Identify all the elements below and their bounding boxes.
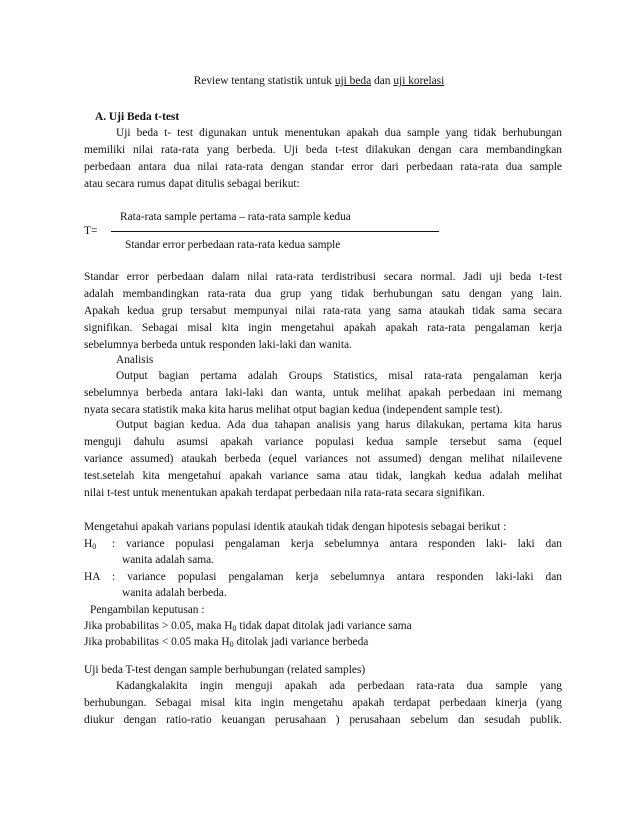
rule2-text-a: Jika probabilitas < 0.05 maka H	[84, 636, 230, 648]
para2-line-4: signifikan. Sebagai misal kita ingin mengetahui apakah apakah rata-rata pengalaman kerja	[84, 322, 562, 334]
para3-line-3: nyata secara statistik maka kita harus melihat otput bagian kedua (independent sample test).	[84, 404, 503, 416]
ha-line-1: : variance populasi pengalaman kerja sebelumnya antara responden laki-laki dan	[112, 571, 562, 583]
formula-lhs: T=	[84, 225, 98, 237]
para5-line-1: Kadangkalakita ingin menguji apakah ada perbedaan rata-rata dua sample yang	[116, 680, 562, 692]
para4-line-2: menguji dahulu asumsi apakah variance populasi kedua sample tersebut sama (equel	[84, 436, 562, 448]
title-uji-beda: uji beda	[334, 75, 372, 87]
para2-line-3: Apakah kedua grup tersabut mempunyai nilai rata-rata yang sama ataukah tidak sama secara	[84, 305, 562, 317]
rule1-text-a: Jika probabilitas > 0.05, maka H	[84, 620, 233, 632]
formula-denominator: Standar error perbedaan rata-rata kedua sample	[125, 239, 341, 251]
para4-line-4: test.setelah kita mengetahui apakah variance sama atau tidak, langkah kedua adalah melihat	[84, 470, 562, 482]
para4-line-1: Output bagian kedua. Ada dua tahapan analisis yang harus dilakukan, pertama kita harus	[116, 419, 562, 431]
h0-letter: H	[84, 538, 93, 550]
page-title	[0, 74, 638, 88]
para4-line-3: variance assumed) ataukah berbeda (equel variances not assumed) dengan melihat nilailevene	[84, 453, 562, 465]
analisis-label: Analisis	[116, 354, 154, 366]
fraction-bar	[111, 231, 439, 232]
para5-line-3: diukur dengan ratio-ratio keuangan perusahaan ) perusahaan sebelum dan sesudah publik.	[84, 714, 562, 726]
para5-line-2: berhubungan. Sebagai misal kita ingin mengetahu apakah terdapat perbedaan kinerja (yang	[84, 697, 562, 709]
h0-line-1: : variance populasi pengalaman kerja sebelumnya antara responden laki- laki dan	[112, 538, 562, 550]
decision-heading: Pengambilan keputusan :	[90, 604, 205, 616]
h0-line-2: wanita adalah sama.	[122, 554, 215, 566]
title-text-2: dan	[371, 75, 394, 87]
rule1-subscript: 0	[232, 624, 237, 633]
para2-line-1: Standar error perbedaan dalam nilai rata-rata terdistribusi secara normal. Jadi uji beda t-test	[84, 271, 562, 283]
h0-label	[84, 537, 96, 551]
para2-line-5: sebelumnya berbeda untuk responden laki-laki dan wanita.	[84, 339, 352, 351]
decision-rule-1	[84, 619, 412, 633]
hypothesis-intro: Mengetahui apakah varians populasi identik ataukah tidak dengan hipotesis sebagai berikut :	[84, 521, 507, 533]
para1-line-1: Uji beda t- test digunakan untuk menentukan apakah dua sample yang tidak berhubungan	[116, 127, 562, 139]
rule2-text-b: ditolak jadi variance berbeda	[233, 636, 369, 648]
rule2-subscript: 0	[229, 640, 234, 649]
rule1-text-b: tidak dapat ditolak jadi variance sama	[236, 620, 412, 632]
decision-rule-2	[84, 635, 368, 649]
related-samples-heading: Uji beda T-test dengan sample berhubungan (related samples)	[84, 664, 366, 676]
para3-line-2: sebelumnya berbeda antara laki-laki dan wanta, untuk melihat apakah perbedaan ini memang	[84, 387, 562, 399]
ha-label: HA	[84, 571, 101, 583]
para1-line-3: perbedaan antara dua nilai rata-rata dengan standar error dari perbedaan rata-rata dua sample	[84, 161, 562, 173]
para2-line-2: adalah membandingkan rata-rata dua grup yang tidak berhubungan satu dengan yang lain.	[84, 288, 562, 300]
ha-line-2: wanita adalah berbeda.	[122, 587, 227, 599]
h0-subscript: 0	[92, 542, 97, 551]
para3-line-1: Output bagian pertama adalah Groups Statistics, misal rata-rata pengalaman kerja	[116, 370, 562, 382]
para4-line-5: nilai t-test untuk menentukan apakah terdapat perbedaan nila rata-rata secara signifikan.	[84, 487, 485, 499]
para1-line-2: memiliki nilai rata-rata yang berbeda. Uji beda t-test dilakukan dengan cara membandingkan	[84, 144, 562, 156]
title-text-1: Review tentang statistik untuk	[193, 75, 335, 87]
formula-numerator: Rata-rata sample pertama – rata-rata sample kedua	[120, 211, 351, 223]
para1-line-4: atau secara rumus dapat ditulis sebagai berikut:	[84, 178, 300, 190]
title-uji-korelasi: uji korelasi	[393, 75, 445, 87]
section-a-heading: A. Uji Beda t-test	[95, 111, 180, 123]
